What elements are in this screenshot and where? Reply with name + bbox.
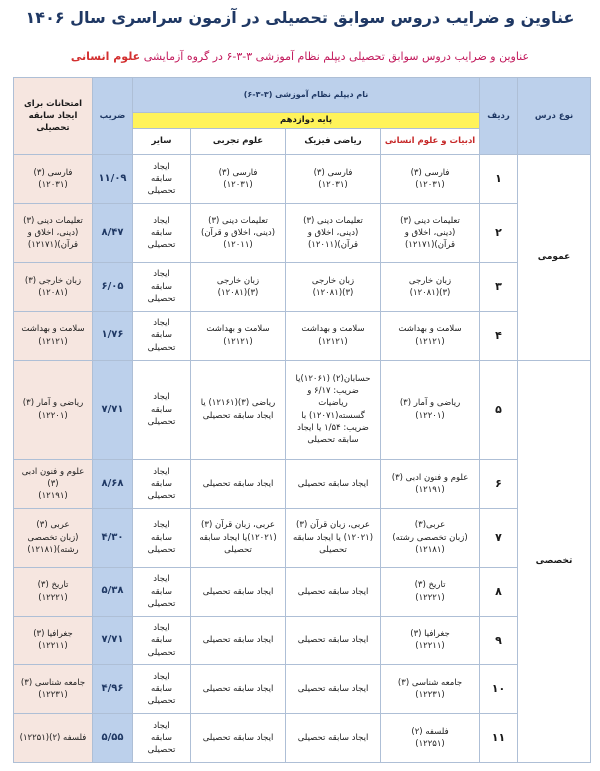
row-number: ۴ xyxy=(480,311,518,360)
cell-math-physics: ایجاد سابقه تحصیلی xyxy=(286,665,381,714)
cell-coefficient: ۱/۷۶ xyxy=(93,311,133,360)
subtitle-highlight: علوم انسانی xyxy=(70,50,141,63)
cell-coefficient: ۴/۳۰ xyxy=(93,508,133,567)
cell-math-physics: ایجاد سابقه تحصیلی xyxy=(286,616,381,665)
subtitle-text: عناوین و ضرایب دروس سوابق تحصیلی دیپلم نظام آموزشی ۳-۳-۶ در گروه آزمایشی xyxy=(143,50,530,63)
category-specialized: تخصصی xyxy=(518,360,591,763)
header-grade: پایه دوازدهم xyxy=(133,112,480,128)
cell-other: ایجاد سابقه تحصیلی xyxy=(133,508,191,567)
header-other: سایر xyxy=(133,128,191,154)
cell-exam: زبان خارجی (۳) (۱۲۰۸۱) xyxy=(14,262,93,311)
cell-other: ایجاد سابقه تحصیلی xyxy=(133,714,191,763)
cell-math-physics: ایجاد سابقه تحصیلی xyxy=(286,460,381,509)
cell-humanities: فلسفه (۲) (۱۲۲۵۱) xyxy=(381,714,480,763)
cell-science: ایجاد سابقه تحصیلی xyxy=(191,616,286,665)
cell-humanities: سلامت و بهداشت (۱۲۱۲۱) xyxy=(381,311,480,360)
table-row xyxy=(14,204,591,263)
table-row xyxy=(14,262,591,311)
cell-humanities: عربی(۳) (زبان تخصصی رشته) (۱۲۱۸۱) xyxy=(381,508,480,567)
cell-math-physics: سلامت و بهداشت (۱۲۱۲۱) xyxy=(286,311,381,360)
cell-exam: جغرافیا (۳) (۱۲۲۱۱) xyxy=(14,616,93,665)
cell-other: ایجاد سابقه تحصیلی xyxy=(133,360,191,460)
row-number: ۱۱ xyxy=(480,714,518,763)
cell-exam: تعلیمات دینی (۳) (دینی، اخلاق و قرآن)(۱۲۱۷۱) xyxy=(14,204,93,263)
cell-math-physics: زبان خارجی (۳)(۱۲۰۸۱) xyxy=(286,262,381,311)
cell-humanities: تعلیمات دینی (۳) (دینی، اخلاق و قرآن)(۱۲۱۷۱) xyxy=(381,204,480,263)
cell-coefficient: ۵/۳۸ xyxy=(93,567,133,616)
coefficients-table xyxy=(13,77,591,763)
cell-humanities: جامعه شناسی (۳) (۱۲۲۳۱) xyxy=(381,665,480,714)
cell-humanities: تاریخ (۳) (۱۲۲۲۱) xyxy=(381,567,480,616)
cell-science: ایجاد سابقه تحصیلی xyxy=(191,665,286,714)
cell-other: ایجاد سابقه تحصیلی xyxy=(133,204,191,263)
cell-humanities: علوم و فنون ادبی (۳) (۱۲۱۹۱) xyxy=(381,460,480,509)
table-row xyxy=(14,508,591,567)
table-row xyxy=(14,311,591,360)
cell-other: ایجاد سابقه تحصیلی xyxy=(133,616,191,665)
row-number: ۷ xyxy=(480,508,518,567)
row-number: ۶ xyxy=(480,460,518,509)
cell-other: ایجاد سابقه تحصیلی xyxy=(133,262,191,311)
header-type: نوع درس xyxy=(518,78,591,155)
cell-exam: فارسی (۳) (۱۲۰۳۱) xyxy=(14,155,93,204)
cell-coefficient: ۴/۹۶ xyxy=(93,665,133,714)
cell-exam: عربی (۳) (زبان تخصصی رشته)(۱۲۱۸۱) xyxy=(14,508,93,567)
cell-coefficient: ۸/۶۸ xyxy=(93,460,133,509)
category-general: عمومی xyxy=(518,155,591,360)
page-title: عناوین و ضرایب دروس سوابق تحصیلی در آزمون سراسری سال ۱۴۰۶ xyxy=(25,8,575,27)
cell-coefficient: ۶/۰۵ xyxy=(93,262,133,311)
cell-math-physics: عربی، زبان قرآن (۳) (۱۲۰۲۱) یا ایجاد سابقه تحصیلی xyxy=(286,508,381,567)
cell-exam: فلسفه (۲)(۱۲۲۵۱) xyxy=(14,714,93,763)
cell-coefficient: ۷/۷۱ xyxy=(93,616,133,665)
cell-science: زبان خارجی (۳)(۱۲۰۸۱) xyxy=(191,262,286,311)
cell-science: ایجاد سابقه تحصیلی xyxy=(191,714,286,763)
cell-science: ریاضی (۳)(۱۲۱۶۱) یا ایجاد سابقه تحصیلی xyxy=(191,360,286,460)
header-diploma: نام دیپلم نظام آموزشی (۳-۳-۶) xyxy=(133,78,480,113)
table-row xyxy=(14,155,591,204)
row-number: ۲ xyxy=(480,204,518,263)
cell-exam: سلامت و بهداشت (۱۲۱۲۱) xyxy=(14,311,93,360)
table-row xyxy=(14,567,591,616)
cell-science: ایجاد سابقه تحصیلی xyxy=(191,460,286,509)
cell-humanities: جغرافیا (۳) (۱۲۲۱۱) xyxy=(381,616,480,665)
page-subtitle xyxy=(0,50,600,63)
table-row xyxy=(14,460,591,509)
cell-science: ایجاد سابقه تحصیلی xyxy=(191,567,286,616)
header-humanities: ادبیات و علوم انسانی xyxy=(381,128,480,154)
cell-humanities: فارسی (۳) (۱۲۰۳۱) xyxy=(381,155,480,204)
row-number: ۱ xyxy=(480,155,518,204)
cell-humanities: زبان خارجی (۳)(۱۲۰۸۱) xyxy=(381,262,480,311)
cell-coefficient: ۸/۴۷ xyxy=(93,204,133,263)
cell-other: ایجاد سابقه تحصیلی xyxy=(133,567,191,616)
table-row xyxy=(14,616,591,665)
cell-other: ایجاد سابقه تحصیلی xyxy=(133,155,191,204)
cell-exam: ریاضی و آمار (۳) (۱۲۲۰۱) xyxy=(14,360,93,460)
row-number: ۸ xyxy=(480,567,518,616)
row-number: ۳ xyxy=(480,262,518,311)
cell-math-physics: فارسی (۳) (۱۲۰۳۱) xyxy=(286,155,381,204)
cell-coefficient: ۱۱/۰۹ xyxy=(93,155,133,204)
header-row: ردیف xyxy=(480,78,518,155)
cell-science: عربی، زبان قرآن (۳) (۱۲۰۲۱)یا ایجاد سابقه تحصیلی xyxy=(191,508,286,567)
table-row xyxy=(14,714,591,763)
table-row xyxy=(14,665,591,714)
cell-science: تعلیمات دینی (۳) (دینی، اخلاق و قرآن) (۱۲۰۱۱) xyxy=(191,204,286,263)
cell-exam: جامعه شناسی (۳) (۱۲۲۳۱) xyxy=(14,665,93,714)
cell-other: ایجاد سابقه تحصیلی xyxy=(133,311,191,360)
header-science: علوم تجربی xyxy=(191,128,286,154)
table-row xyxy=(14,360,591,460)
row-number: ۱۰ xyxy=(480,665,518,714)
cell-exam: تاریخ (۳) (۱۲۲۲۱) xyxy=(14,567,93,616)
row-number: ۵ xyxy=(480,360,518,460)
row-number: ۹ xyxy=(480,616,518,665)
cell-math-physics: حسابان(۲) (۱۲۰۶۱)یا ضریب: ۶/۱۷ و ریاضیات گسسته(۱۲۰۷۱) با ضریب: ۱/۵۴ یا ایجاد سابقه تحصیلی xyxy=(286,360,381,460)
header-math-physics: ریاضی فیزیک xyxy=(286,128,381,154)
cell-math-physics: ایجاد سابقه تحصیلی xyxy=(286,567,381,616)
cell-math-physics: ایجاد سابقه تحصیلی xyxy=(286,714,381,763)
cell-science: فارسی (۳) (۱۲۰۳۱) xyxy=(191,155,286,204)
header-coef: ضریب xyxy=(93,78,133,155)
cell-coefficient: ۵/۵۵ xyxy=(93,714,133,763)
cell-other: ایجاد سابقه تحصیلی xyxy=(133,460,191,509)
cell-coefficient: ۷/۷۱ xyxy=(93,360,133,460)
cell-other: ایجاد سابقه تحصیلی xyxy=(133,665,191,714)
cell-humanities: ریاضی و آمار (۳) (۱۲۲۰۱) xyxy=(381,360,480,460)
cell-science: سلامت و بهداشت (۱۲۱۲۱) xyxy=(191,311,286,360)
cell-exam: علوم و فنون ادبی (۳) (۱۲۱۹۱) xyxy=(14,460,93,509)
cell-math-physics: تعلیمات دینی (۳) (دینی، اخلاق و قرآن)(۱۲۰۱۱) xyxy=(286,204,381,263)
header-exams: امتحانات برای ایجاد سابقه تحصیلی xyxy=(14,78,93,155)
